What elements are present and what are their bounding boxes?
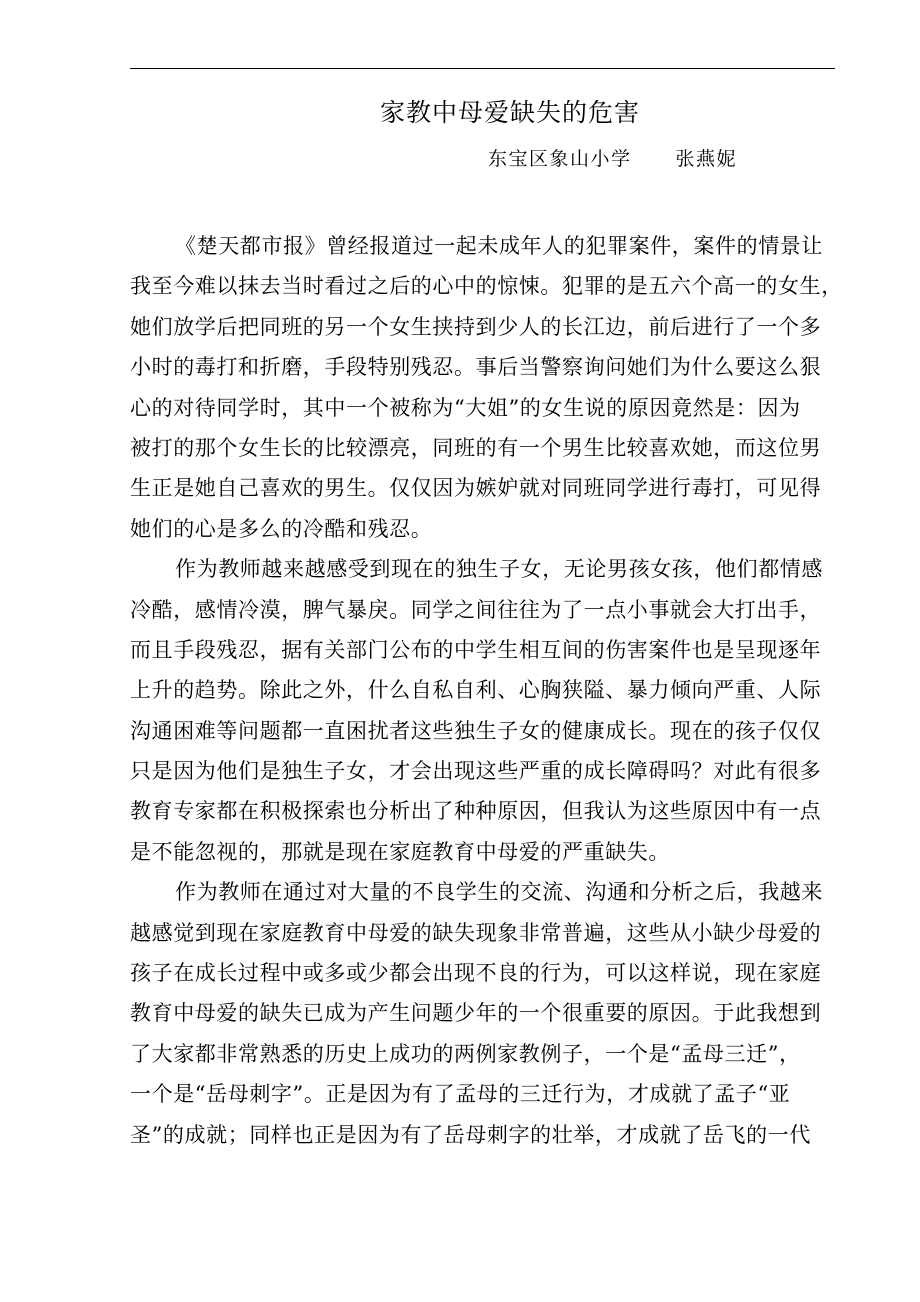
text-line: 了大家都非常熟悉的历史上成功的两例家教例子，一个是“孟母三迁”， xyxy=(130,1041,801,1066)
text-line: 上升的趋势。除此之外，什么自私自利、心胸狭隘、暴力倾向严重、人际 xyxy=(130,678,822,703)
text-line: 圣”的成就；同样也正是因为有了岳母刺字的壮举，才成就了岳飞的一代 xyxy=(130,1122,811,1147)
text-line: 教育专家都在积极探索也分析出了种种原因，但我认为这些原因中有一点 xyxy=(130,799,822,824)
text-line: 被打的那个女生长的比较漂亮，同班的有一个男生比较喜欢她，而这位男 xyxy=(130,435,822,460)
byline-author: 张燕妮 xyxy=(675,148,738,170)
text-line: 她们的心是多么的冷酷和残忍。 xyxy=(130,516,433,541)
text-line: 她们放学后把同班的另一个女生挟持到少人的长江边，前后进行了一个多 xyxy=(130,314,822,339)
document-body xyxy=(130,226,843,1155)
text-line: 一个是“岳母刺字”。正是因为有了孟母的三迁行为，才成就了孟子“亚 xyxy=(130,1082,791,1107)
text-line: 冷酷，感情冷漠，脾气暴戾。同学之间往往为了一点小事就会大打出手， xyxy=(130,597,822,622)
text-line: 我至今难以抹去当时看过之后的心中的惊悚。犯罪的是五六个高一的女生， xyxy=(130,274,843,299)
text-line: 越感觉到现在家庭教育中母爱的缺失现象非常普遍，这些从小缺少母爱的 xyxy=(130,920,822,945)
paragraph xyxy=(130,549,830,872)
text-line: 是不能忽视的，那就是现在家庭教育中母爱的严重缺失。 xyxy=(130,839,670,864)
text-line: 只是因为他们是独生子女，才会出现这些严重的成长障碍吗？对此有很多 xyxy=(130,759,822,784)
byline xyxy=(488,144,737,174)
paragraph xyxy=(130,872,830,1155)
text-line: 沟通困难等问题都一直困扰者这些独生子女的健康成长。现在的孩子仅仅 xyxy=(130,718,822,743)
header-rule xyxy=(130,68,835,69)
text-line: 作为教师在通过对大量的不良学生的交流、沟通和分析之后，我越来 xyxy=(175,880,823,905)
text-line: 孩子在成长过程中或多或少都会出现不良的行为，可以这样说，现在家庭 xyxy=(130,961,822,986)
text-line: 心的对待同学时，其中一个被称为“大姐”的女生说的原因竟然是：因为 xyxy=(130,395,801,420)
document-title: 家教中母爱缺失的危害 xyxy=(379,98,640,127)
byline-school: 东宝区象山小学 xyxy=(488,148,632,170)
text-line: 《楚天都市报》曾经报道过一起未成年人的犯罪案件，案件的情景让 xyxy=(175,234,823,258)
paragraph xyxy=(130,226,843,549)
text-line: 作为教师越来越感受到现在的独生子女，无论男孩女孩，他们都情感 xyxy=(175,557,823,582)
text-line: 小时的毒打和折磨，手段特别残忍。事后当警察询问她们为什么要这么狠 xyxy=(130,355,822,380)
text-line: 而且手段残忍，据有关部门公布的中学生相互间的伤害案件也是呈现逐年 xyxy=(130,637,822,662)
text-line: 教育中母爱的缺失已成为产生问题少年的一个很重要的原因。于此我想到 xyxy=(130,1001,822,1026)
text-line: 生正是她自己喜欢的男生。仅仅因为嫉妒就对同班同学进行毒打，可见得 xyxy=(130,476,822,501)
